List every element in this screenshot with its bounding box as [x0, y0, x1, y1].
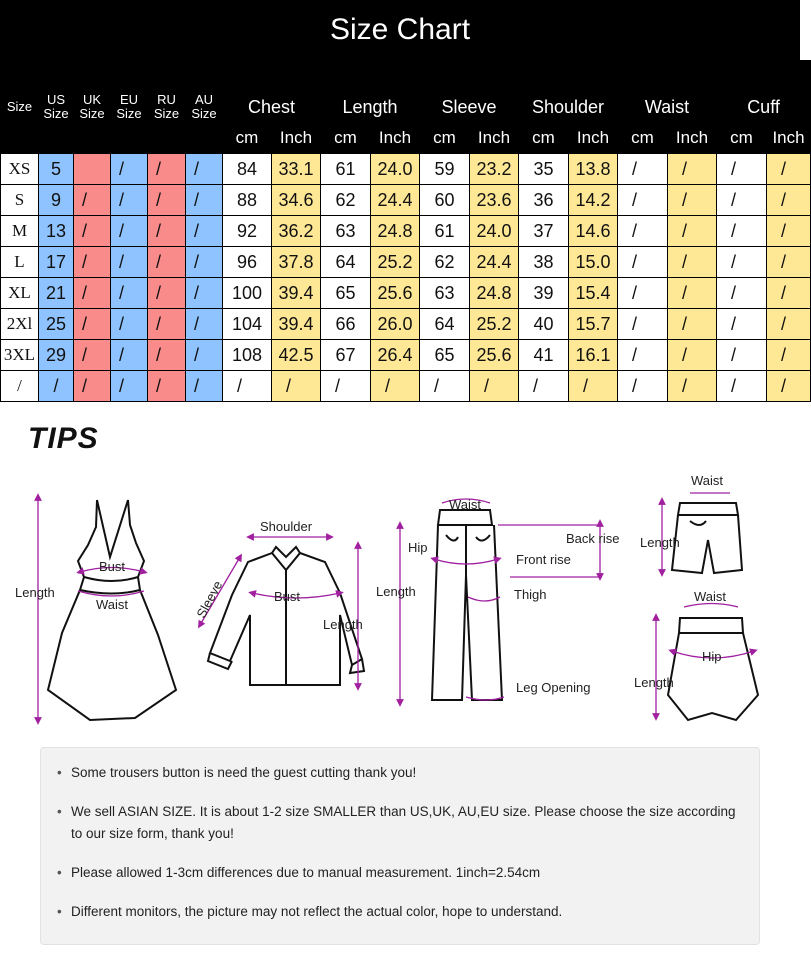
inch-value-cell: 33.1 [272, 154, 321, 185]
ru-size-cell: / [148, 278, 186, 309]
inch-value-cell: 24.8 [470, 278, 519, 309]
au-size-header: AU Size [186, 61, 223, 154]
au-size-cell: / [186, 278, 223, 309]
cm-value-cell: 96 [223, 247, 272, 278]
cm-unit-header: cm [223, 123, 272, 154]
inch-value-cell: 25.2 [371, 247, 420, 278]
cm-value-cell: 61 [321, 154, 371, 185]
inch-value-cell: / [767, 340, 811, 371]
cm-value-cell: 92 [223, 216, 272, 247]
shirt-shoulder-label: Shoulder [260, 519, 313, 534]
inch-value-cell: 39.4 [272, 278, 321, 309]
size-cell: M [1, 216, 39, 247]
cm-value-cell: 100 [223, 278, 272, 309]
inch-value-cell: 37.8 [272, 247, 321, 278]
us-size-cell: 21 [39, 278, 74, 309]
trousers-front-rise-label: Front rise [516, 552, 571, 567]
cm-value-cell: / [618, 371, 668, 402]
cm-value-cell: 62 [420, 247, 470, 278]
us-size-cell: 29 [39, 340, 74, 371]
cm-value-cell: / [717, 216, 767, 247]
trousers-waist-label: Waist [449, 497, 482, 512]
cm-value-cell: / [717, 247, 767, 278]
inch-value-cell: 36.2 [272, 216, 321, 247]
eu-size-cell: / [111, 340, 148, 371]
eu-size-cell: / [111, 309, 148, 340]
cm-value-cell: 84 [223, 154, 272, 185]
ru-size-cell: / [148, 185, 186, 216]
cm-value-cell: / [420, 371, 470, 402]
measurement-illustrations [0, 465, 800, 735]
uk-size-cell: / [74, 247, 111, 278]
uk-size-cell: / [74, 371, 111, 402]
cm-value-cell: / [223, 371, 272, 402]
inch-value-cell: 23.6 [470, 185, 519, 216]
note-item: • Different monitors, the picture may not reflect the actual color, hope to understand. [71, 901, 739, 923]
inch-value-cell: 15.0 [569, 247, 618, 278]
inch-unit-header: Inch [470, 123, 519, 154]
inch-value-cell: 16.1 [569, 340, 618, 371]
cm-value-cell: / [717, 340, 767, 371]
trousers-leg-opening-label: Leg Opening [516, 680, 591, 695]
shirt-bust-label: Bust [274, 589, 301, 604]
cm-value-cell: / [618, 340, 668, 371]
ru-size-cell: / [148, 340, 186, 371]
inch-value-cell: 34.6 [272, 185, 321, 216]
us-size-cell: / [39, 371, 74, 402]
cm-unit-header: cm [717, 123, 767, 154]
cm-value-cell: / [519, 371, 569, 402]
ru-size-cell: / [148, 371, 186, 402]
cm-value-cell: 36 [519, 185, 569, 216]
cm-value-cell: 104 [223, 309, 272, 340]
uk-size-cell: / [74, 216, 111, 247]
eu-size-cell: / [111, 371, 148, 402]
us-size-cell: 5 [39, 154, 74, 185]
inch-value-cell: 24.0 [371, 154, 420, 185]
cm-value-cell: / [618, 278, 668, 309]
size-cell: 2Xl [1, 309, 39, 340]
cm-value-cell: / [618, 154, 668, 185]
cm-unit-header: cm [519, 123, 569, 154]
au-size-cell: / [186, 216, 223, 247]
cm-value-cell: 65 [321, 278, 371, 309]
inch-value-cell: / [767, 154, 811, 185]
eu-size-header: EU Size [111, 61, 148, 154]
cm-unit-header: cm [618, 123, 668, 154]
au-size-cell: / [186, 247, 223, 278]
table-row [1, 340, 811, 371]
inch-value-cell: 14.2 [569, 185, 618, 216]
inch-value-cell: / [767, 185, 811, 216]
header-spacer [223, 61, 811, 92]
ru-size-cell: / [148, 247, 186, 278]
au-size-cell: / [186, 309, 223, 340]
cm-value-cell: / [717, 154, 767, 185]
cm-value-cell: 66 [321, 309, 371, 340]
inch-value-cell: / [668, 154, 717, 185]
cm-value-cell: 40 [519, 309, 569, 340]
inch-value-cell: / [668, 278, 717, 309]
inch-value-cell: / [668, 309, 717, 340]
ru-size-cell: / [148, 309, 186, 340]
us-size-cell: 13 [39, 216, 74, 247]
ru-size-cell: / [148, 154, 186, 185]
inch-value-cell: 23.2 [470, 154, 519, 185]
cuff-header: Cuff [717, 92, 811, 123]
inch-value-cell: / [767, 371, 811, 402]
size-cell: 3XL [1, 340, 39, 371]
inch-value-cell: 24.4 [470, 247, 519, 278]
cm-unit-header: cm [420, 123, 470, 154]
trousers-back-rise-label: Back rise [566, 531, 620, 546]
cm-value-cell: / [618, 185, 668, 216]
uk-size-cell: / [74, 278, 111, 309]
eu-size-cell: / [111, 278, 148, 309]
cm-value-cell: 65 [420, 340, 470, 371]
cm-value-cell: 60 [420, 185, 470, 216]
inch-value-cell: / [767, 216, 811, 247]
size-cell: S [1, 185, 39, 216]
dress-waist-label: Waist [96, 597, 129, 612]
inch-value-cell: 42.5 [272, 340, 321, 371]
inch-value-cell: 25.6 [470, 340, 519, 371]
au-size-cell: / [186, 154, 223, 185]
inch-value-cell: / [470, 371, 519, 402]
eu-size-cell: / [111, 247, 148, 278]
table-row [1, 309, 811, 340]
skirt-drawing [668, 618, 758, 720]
eu-size-cell: / [111, 216, 148, 247]
trousers-length-label: Length [376, 584, 416, 599]
inch-value-cell: / [668, 371, 717, 402]
us-size-cell: 25 [39, 309, 74, 340]
tips-title: TIPS [28, 422, 99, 455]
cm-value-cell: / [618, 247, 668, 278]
ru-size-cell: / [148, 216, 186, 247]
cm-value-cell: 62 [321, 185, 371, 216]
shorts-length-label: Length [640, 535, 680, 550]
shorts-waist-label: Waist [691, 473, 724, 488]
eu-size-cell: / [111, 185, 148, 216]
cm-value-cell: 39 [519, 278, 569, 309]
inch-value-cell: 24.8 [371, 216, 420, 247]
size-cell: XL [1, 278, 39, 309]
size-table [0, 60, 811, 402]
length-header: Length [321, 92, 420, 123]
inch-value-cell: 24.4 [371, 185, 420, 216]
eu-size-cell: / [111, 154, 148, 185]
dress-bust-label: Bust [99, 559, 126, 574]
trousers-thigh-label: Thigh [514, 587, 547, 602]
inch-unit-header: Inch [371, 123, 420, 154]
inch-value-cell: / [668, 340, 717, 371]
uk-size-cell: / [74, 309, 111, 340]
size-cell: XS [1, 154, 39, 185]
ru-size-header: RU Size [148, 61, 186, 154]
au-size-cell: / [186, 371, 223, 402]
cm-value-cell: / [717, 371, 767, 402]
inch-value-cell: 25.6 [371, 278, 420, 309]
cm-value-cell: 88 [223, 185, 272, 216]
table-row [1, 154, 811, 185]
tips-notes-box [40, 747, 760, 945]
inch-value-cell: 24.0 [470, 216, 519, 247]
note-item: • Some trousers button is need the guest cutting thank you! [71, 762, 739, 784]
cm-value-cell: / [618, 216, 668, 247]
us-size-cell: 17 [39, 247, 74, 278]
inch-value-cell: / [767, 247, 811, 278]
shirt-sleeve-label: Sleeve [193, 578, 226, 621]
shorts-drawing [672, 503, 742, 573]
inch-value-cell: 26.0 [371, 309, 420, 340]
inch-value-cell: 13.8 [569, 154, 618, 185]
note-item: • Please allowed 1-3cm differences due to manual measurement. 1inch=2.54cm [71, 862, 739, 884]
size-chart-title: Size Chart [0, 0, 800, 60]
uk-size-header: UK Size [74, 61, 111, 154]
cm-value-cell: / [618, 309, 668, 340]
table-row [1, 185, 811, 216]
trousers-drawing [432, 510, 502, 700]
shirt-drawing [208, 547, 364, 685]
skirt-hip-label: Hip [702, 649, 722, 664]
inch-value-cell: / [668, 247, 717, 278]
skirt-waist-label: Waist [694, 589, 727, 604]
cm-value-cell: 59 [420, 154, 470, 185]
table-row [1, 278, 811, 309]
us-size-cell: 9 [39, 185, 74, 216]
inch-unit-header: Inch [569, 123, 618, 154]
cm-value-cell: 64 [321, 247, 371, 278]
table-row [1, 216, 811, 247]
dress-length-label: Length [15, 585, 55, 600]
us-size-header: US Size [39, 61, 74, 154]
uk-size-cell: / [74, 340, 111, 371]
size-cell: L [1, 247, 39, 278]
inch-value-cell: / [272, 371, 321, 402]
inch-value-cell: 39.4 [272, 309, 321, 340]
cm-value-cell: 35 [519, 154, 569, 185]
table-row [1, 371, 811, 402]
cm-value-cell: 63 [420, 278, 470, 309]
inch-value-cell: 15.4 [569, 278, 618, 309]
cm-value-cell: 108 [223, 340, 272, 371]
inch-value-cell: / [371, 371, 420, 402]
inch-unit-header: Inch [272, 123, 321, 154]
inch-value-cell: / [668, 185, 717, 216]
inch-value-cell: / [767, 309, 811, 340]
cm-value-cell: 67 [321, 340, 371, 371]
skirt-length-label: Length [634, 675, 674, 690]
uk-size-cell [74, 154, 111, 185]
shoulder-header: Shoulder [519, 92, 618, 123]
cm-value-cell: / [717, 185, 767, 216]
sleeve-header: Sleeve [420, 92, 519, 123]
cm-value-cell: 64 [420, 309, 470, 340]
cm-value-cell: / [717, 309, 767, 340]
cm-value-cell: 38 [519, 247, 569, 278]
shirt-length-label: Length [323, 617, 363, 632]
inch-value-cell: 14.6 [569, 216, 618, 247]
inch-value-cell: / [668, 216, 717, 247]
inch-unit-header: Inch [668, 123, 717, 154]
cm-value-cell: 37 [519, 216, 569, 247]
au-size-cell: / [186, 340, 223, 371]
cm-value-cell: 61 [420, 216, 470, 247]
cm-value-cell: 41 [519, 340, 569, 371]
chest-header: Chest [223, 92, 321, 123]
uk-size-cell: / [74, 185, 111, 216]
size-cell: / [1, 371, 39, 402]
inch-value-cell: 26.4 [371, 340, 420, 371]
cm-unit-header: cm [321, 123, 371, 154]
waist-header: Waist [618, 92, 717, 123]
inch-value-cell: 25.2 [470, 309, 519, 340]
cm-value-cell: 63 [321, 216, 371, 247]
inch-value-cell: / [767, 278, 811, 309]
cm-value-cell: / [321, 371, 371, 402]
inch-value-cell: 15.7 [569, 309, 618, 340]
size-header: Size [1, 61, 39, 154]
table-row [1, 247, 811, 278]
cm-value-cell: / [717, 278, 767, 309]
au-size-cell: / [186, 185, 223, 216]
inch-unit-header: Inch [767, 123, 811, 154]
note-item: • We sell ASIAN SIZE. It is about 1-2 size SMALLER than US,UK, AU,EU size. Please choose the size according to our size form, thank you! [71, 801, 739, 845]
inch-value-cell: / [569, 371, 618, 402]
trousers-hip-label: Hip [408, 540, 428, 555]
